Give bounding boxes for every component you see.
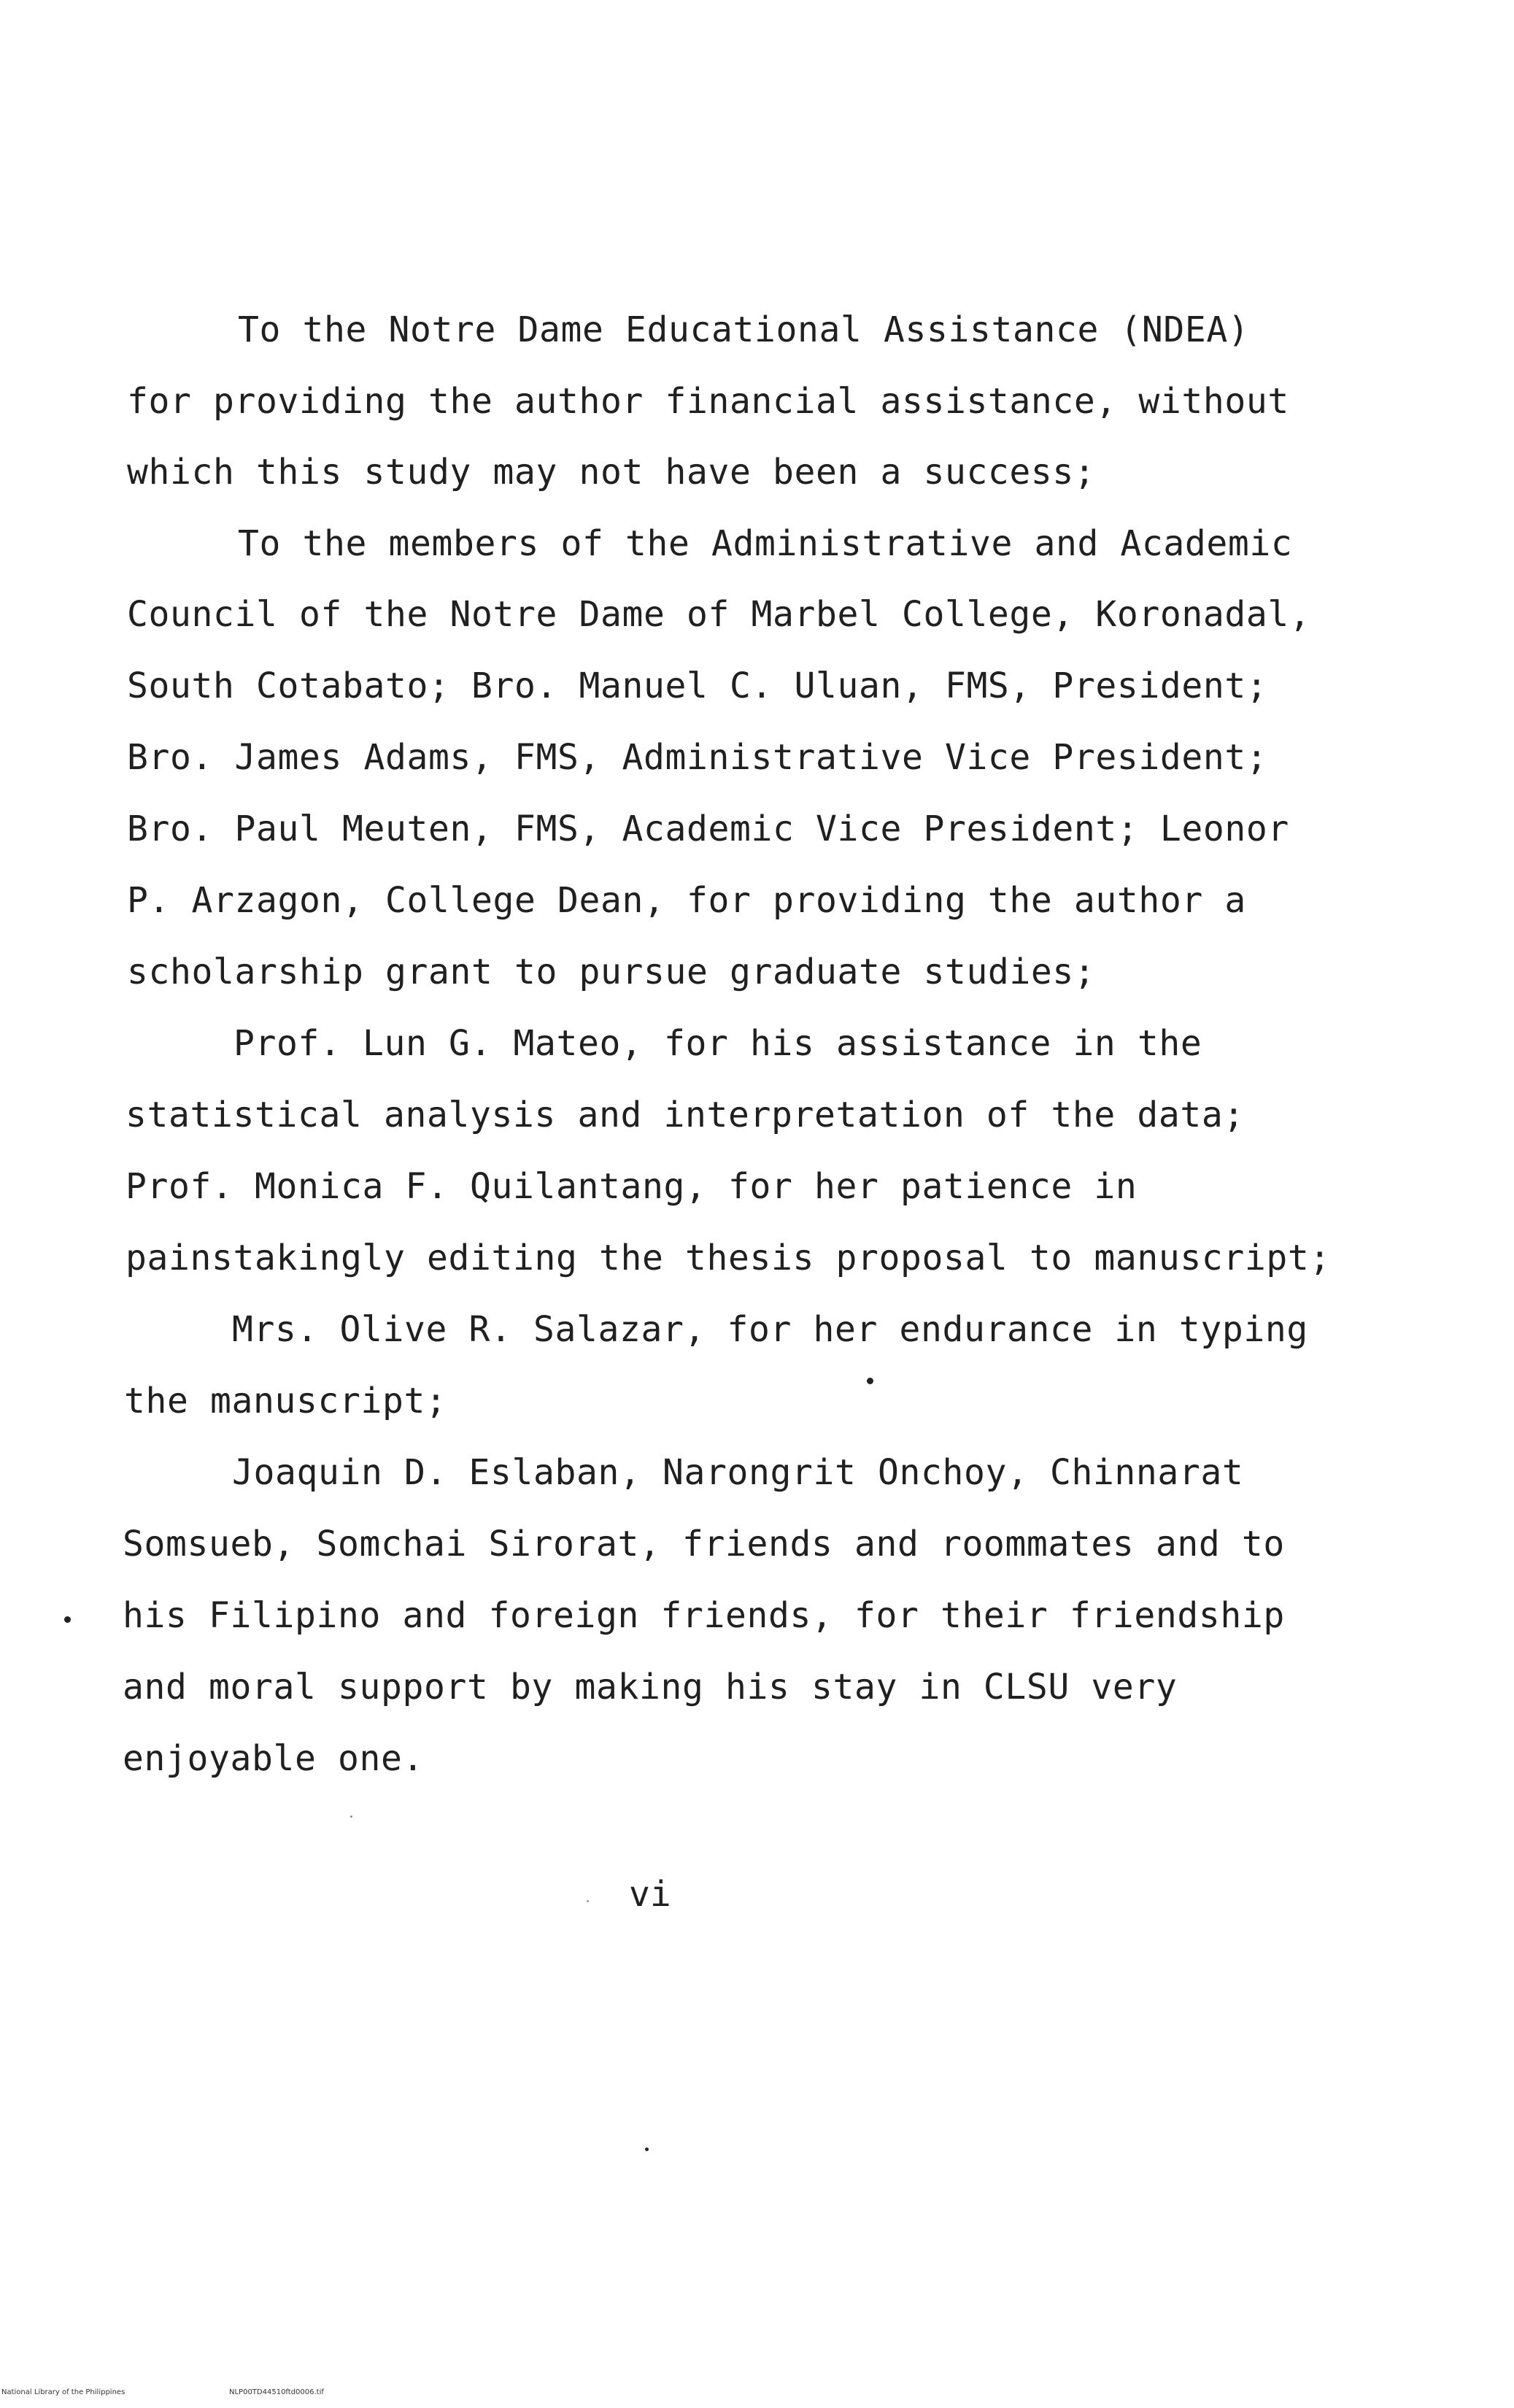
text-line: Bro. James Adams, FMS, Administrative Vice President;	[127, 737, 1268, 778]
page-number: vi	[629, 1874, 671, 1915]
text-line: Prof. Monica F. Quilantang, for her patience in	[125, 1166, 1138, 1207]
scan-speck	[350, 1815, 352, 1818]
scan-speck	[867, 1378, 873, 1384]
text-line: Joaquin D. Eslaban, Narongrit Onchoy, Chinnarat	[232, 1452, 1244, 1493]
text-line: the manuscript;	[124, 1381, 447, 1421]
footer-library: National Library of the Philippines	[1, 2388, 125, 2396]
text-line: his Filipino and foreign friends, for their friendship	[123, 1595, 1285, 1636]
text-line: which this study may not have been a success;	[127, 452, 1096, 493]
text-line: To the Notre Dame Educational Assistance (NDEA)	[238, 309, 1250, 350]
text-line: Council of the Notre Dame of Marbel College, Koronadal,	[127, 594, 1311, 635]
text-line: enjoyable one.	[123, 1738, 424, 1779]
text-line: scholarship grant to pursue graduate studies;	[127, 952, 1096, 992]
text-line: for providing the author financial assistance, without	[127, 381, 1289, 422]
text-line: Mrs. Olive R. Salazar, for her endurance in typing	[232, 1309, 1308, 1350]
text-line: To the members of the Administrative and Academic	[238, 523, 1293, 564]
text-line: Prof. Lun G. Mateo, for his assistance in the	[233, 1023, 1202, 1064]
scan-speck	[645, 2147, 649, 2151]
text-line: and moral support by making his stay in CLSU very	[123, 1667, 1178, 1707]
text-line: Bro. Paul Meuten, FMS, Academic Vice President; Leonor	[127, 809, 1289, 849]
text-line: P. Arzagon, College Dean, for providing the author a	[127, 880, 1246, 921]
text-line: Somsueb, Somchai Sirorat, friends and roommates and to	[123, 1524, 1285, 1564]
scan-speck	[64, 1616, 71, 1623]
text-line: painstakingly editing the thesis proposal to manuscript;	[125, 1238, 1331, 1278]
scan-speck	[587, 1900, 589, 1902]
text-line: statistical analysis and interpretation of the data;	[125, 1095, 1245, 1135]
footer-file-id: NLP00TD44510ftd0006.tif	[229, 2388, 324, 2396]
text-line: South Cotabato; Bro. Manuel C. Uluan, FMS, President;	[127, 665, 1268, 706]
